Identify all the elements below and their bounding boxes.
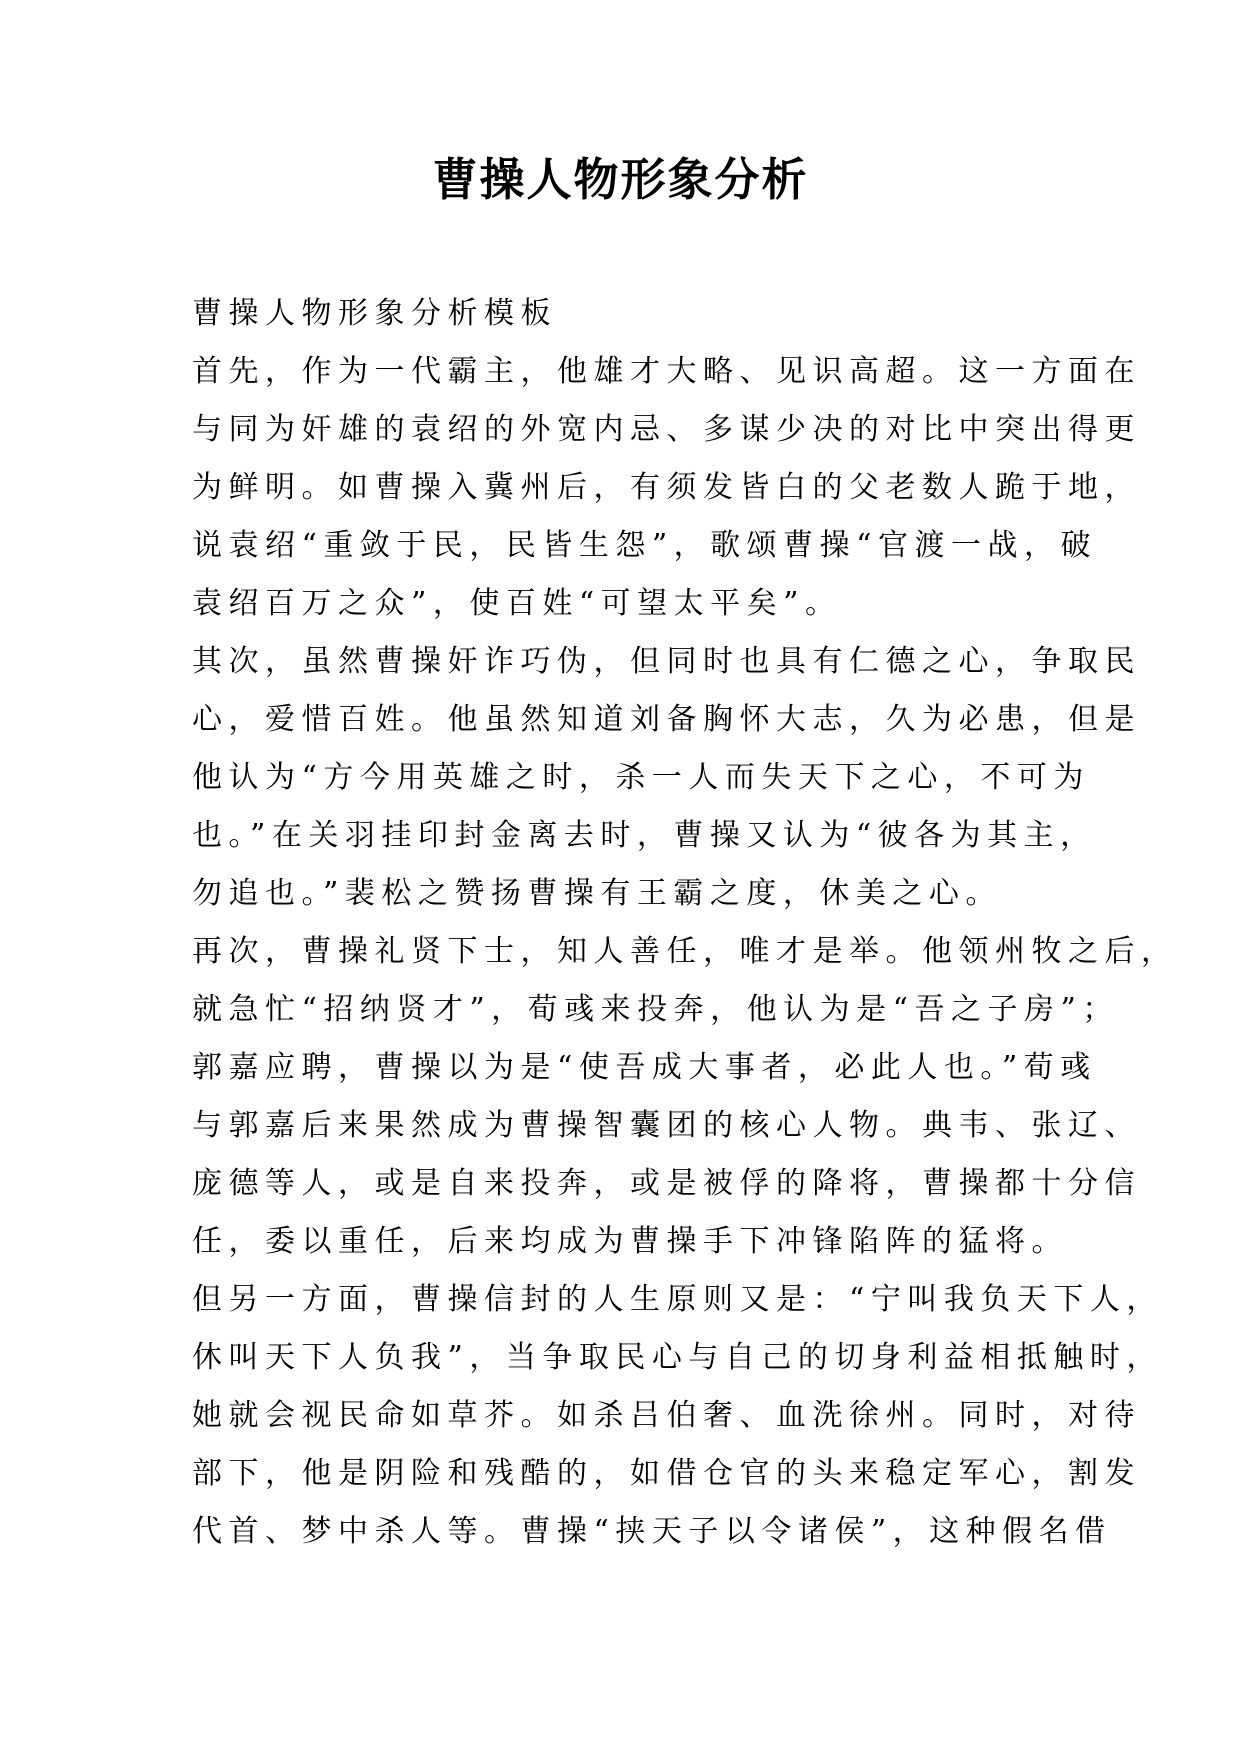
body-line: 其次，虽然曹操奸诈巧伪，但同时也具有仁德之心，争取民 <box>192 644 1141 679</box>
body-line: 与同为奸雄的袁绍的外宽内忌、多谋少决的对比中突出得更 <box>192 412 1141 447</box>
document-title: 曹操人物形象分析 <box>432 153 809 206</box>
body-line: 休叫天下人负我”，当争取民心与自己的切身利益相抵触时， <box>192 1340 1163 1375</box>
body-line: 勿追也。”裴松之赞扬曹操有王霸之度，休美之心。 <box>192 876 1002 911</box>
document-body <box>192 285 1178 1561</box>
body-line: 代首、梦中杀人等。曹操“挟天子以令诸侯”，这种假名借 <box>192 1514 1112 1549</box>
body-line: 袁绍百万之众”，使百姓“可望太平矣”。 <box>192 586 842 621</box>
body-line: 郭嘉应聘，曹操以为是“使吾成大事者，必此人也。”荀彧 <box>192 1050 1097 1085</box>
body-line: 与郭嘉后来果然成为曹操智囊团的核心人物。典韦、张辽、 <box>192 1108 1141 1143</box>
body-line: 为鲜明。如曹操入冀州后，有须发皆白的父老数人跪于地， <box>192 470 1141 505</box>
body-line: 也。”在关羽挂印封金离去时，曹操又认为“彼各为其主， <box>192 818 1097 853</box>
body-line: 部下，他是阴险和残酷的，如借仓官的头来稳定军心，割发 <box>192 1456 1141 1491</box>
body-line: 曹操人物形象分析模板 <box>192 296 557 331</box>
body-line: 她就会视民命如草芥。如杀吕伯奢、血洗徐州。同时，对待 <box>192 1398 1141 1433</box>
body-line: 首先，作为一代霸主，他雄才大略、见识高超。这一方面在 <box>192 354 1141 389</box>
body-line: 就急忙“招纳贤才”，荀彧来投奔，他认为是“吾之子房”； <box>192 992 1119 1027</box>
body-line: 说袁绍“重敛于民，民皆生怨”，歌颂曹操“官渡一战，破 <box>192 528 1098 563</box>
body-line: 任，委以重任，后来均成为曹操手下冲锋陷阵的猛将。 <box>192 1224 1068 1259</box>
body-line: 再次，曹操礼贤下士，知人善任，唯才是举。他领州牧之后， <box>192 934 1178 969</box>
body-line: 他认为“方今用英雄之时，杀一人而失天下之心，不可为 <box>192 760 1090 795</box>
body-line: 心，爱惜百姓。他虽然知道刘备胸怀大志，久为必患，但是 <box>192 702 1141 737</box>
body-line: 但另一方面，曹操信封的人生原则又是：“宁叫我负天下人， <box>192 1282 1163 1317</box>
body-line: 庞德等人，或是自来投奔，或是被俘的降将，曹操都十分信 <box>192 1166 1141 1201</box>
